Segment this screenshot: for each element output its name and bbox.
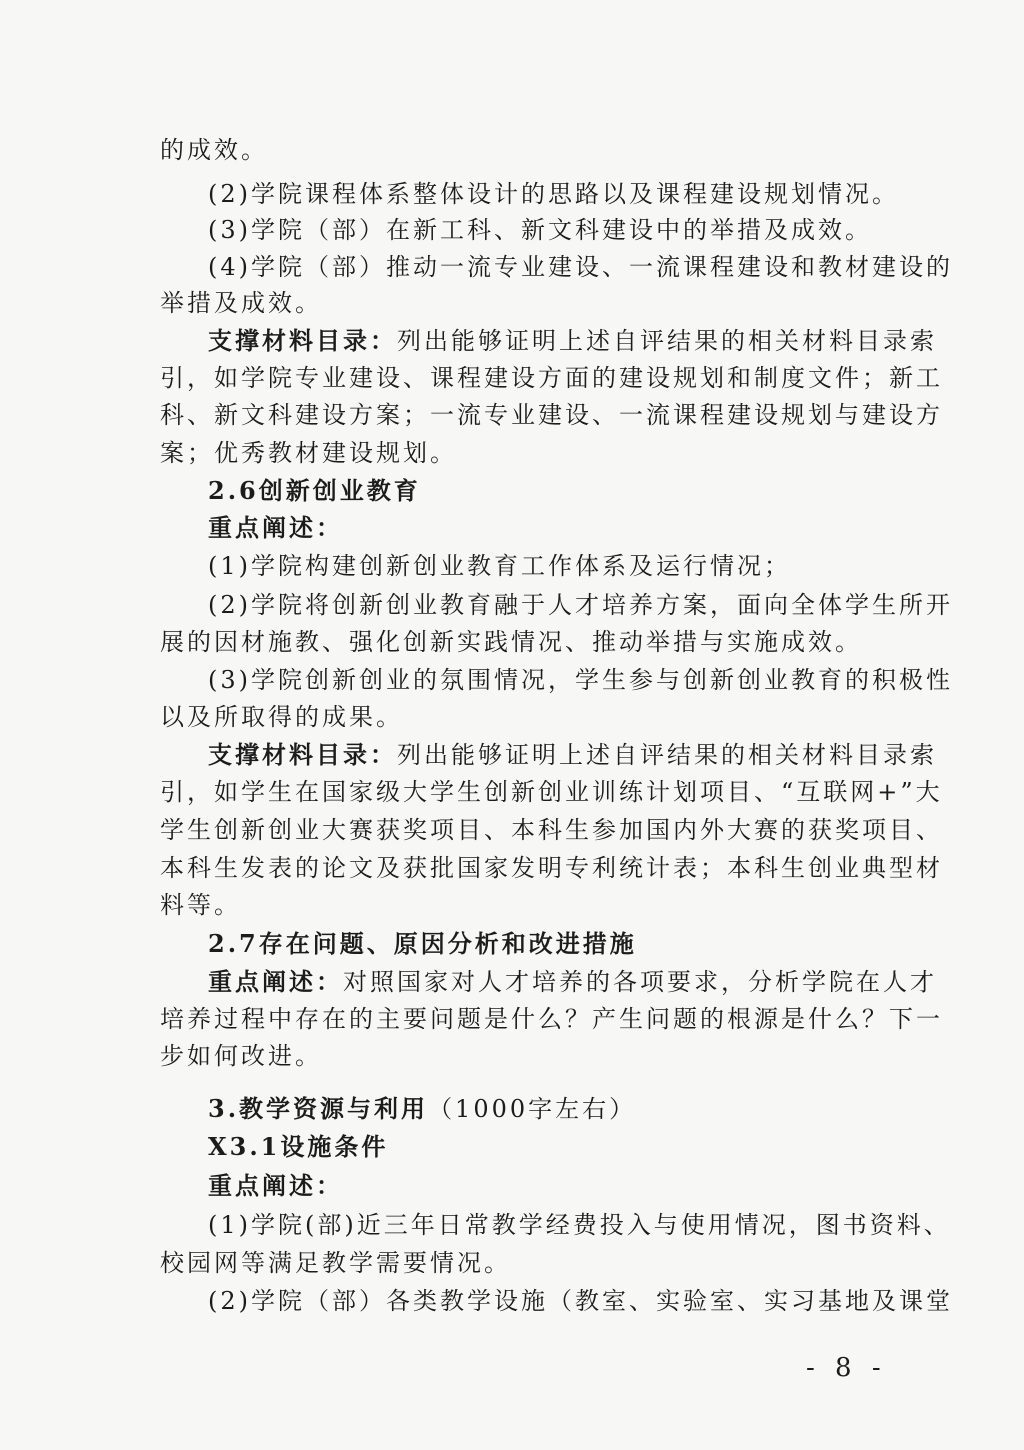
- page-number: - 8 -: [806, 1353, 887, 1383]
- text-line: 料等。: [160, 891, 241, 919]
- chapter-heading: 3.教学资源与利用（1000字左右）: [208, 1094, 637, 1123]
- bold-label: 支撑材料目录：: [208, 740, 397, 769]
- text-line: (3)学院创新创业的氛围情况，学生参与创新创业教育的积极性: [208, 666, 953, 694]
- text-line: 支撑材料目录：列出能够证明上述自评结果的相关材料目录索: [208, 326, 937, 355]
- text-line: 以及所取得的成果。: [160, 703, 403, 731]
- text-line: 引，如学生在国家级大学生创新创业训练计划项目、“互联网+”大: [160, 778, 943, 806]
- text-line: 培养过程中存在的主要问题是什么？产生问题的根源是什么？下一: [160, 1005, 943, 1033]
- text-line: 步如何改进。: [160, 1042, 322, 1070]
- text-line: 本科生发表的论文及获批国家发明专利统计表；本科生创业典型材: [160, 854, 943, 882]
- text-line: 支撑材料目录：列出能够证明上述自评结果的相关材料目录索: [208, 740, 937, 769]
- text-line: 展的因材施教、强化创新实践情况、推动举措与实施成效。: [160, 628, 862, 656]
- text-line: 案；优秀教材建设规划。: [160, 439, 457, 467]
- text-line: 校园网等满足教学需要情况。: [160, 1249, 511, 1277]
- text-line: 学生创新创业大赛获奖项目、本科生参加国内外大赛的获奖项目、: [160, 816, 943, 844]
- section-heading: 2.7存在问题、原因分析和改进措施: [208, 929, 637, 958]
- text-line: (3)学院（部）在新工科、新文科建设中的举措及成效。: [208, 216, 872, 244]
- section-heading: 2.6创新创业教育: [208, 476, 421, 505]
- text-line: (2)学院（部）各类教学设施（教室、实验室、实习基地及课堂: [208, 1287, 953, 1315]
- bold-label: 支撑材料目录：: [208, 326, 397, 355]
- text-line: (2)学院将创新创业教育融于人才培养方案，面向全体学生所开: [208, 591, 953, 619]
- subheading: 重点阐述：: [208, 1171, 343, 1200]
- text-line: (1)学院(部)近三年日常教学经费投入与使用情况，图书资料、: [208, 1211, 951, 1239]
- section-heading: X3.1设施条件: [208, 1132, 389, 1161]
- subheading: 重点阐述：: [208, 513, 343, 542]
- text-line: 科、新文科建设方案；一流专业建设、一流课程建设规划与建设方: [160, 401, 943, 429]
- bold-label: 重点阐述：: [208, 967, 343, 996]
- text-line: 举措及成效。: [160, 289, 322, 317]
- text-line: 引，如学院专业建设、课程建设方面的建设规划和制度文件；新工: [160, 364, 943, 392]
- text-line: 的成效。: [160, 136, 268, 164]
- text-line: 重点阐述：对照国家对人才培养的各项要求，分析学院在人才: [208, 967, 937, 996]
- text-line: (1)学院构建创新创业教育工作体系及运行情况；: [208, 552, 791, 580]
- text-line: (2)学院课程体系整体设计的思路以及课程建设规划情况。: [208, 180, 899, 208]
- text-line: (4)学院（部）推动一流专业建设、一流课程建设和教材建设的: [208, 253, 953, 281]
